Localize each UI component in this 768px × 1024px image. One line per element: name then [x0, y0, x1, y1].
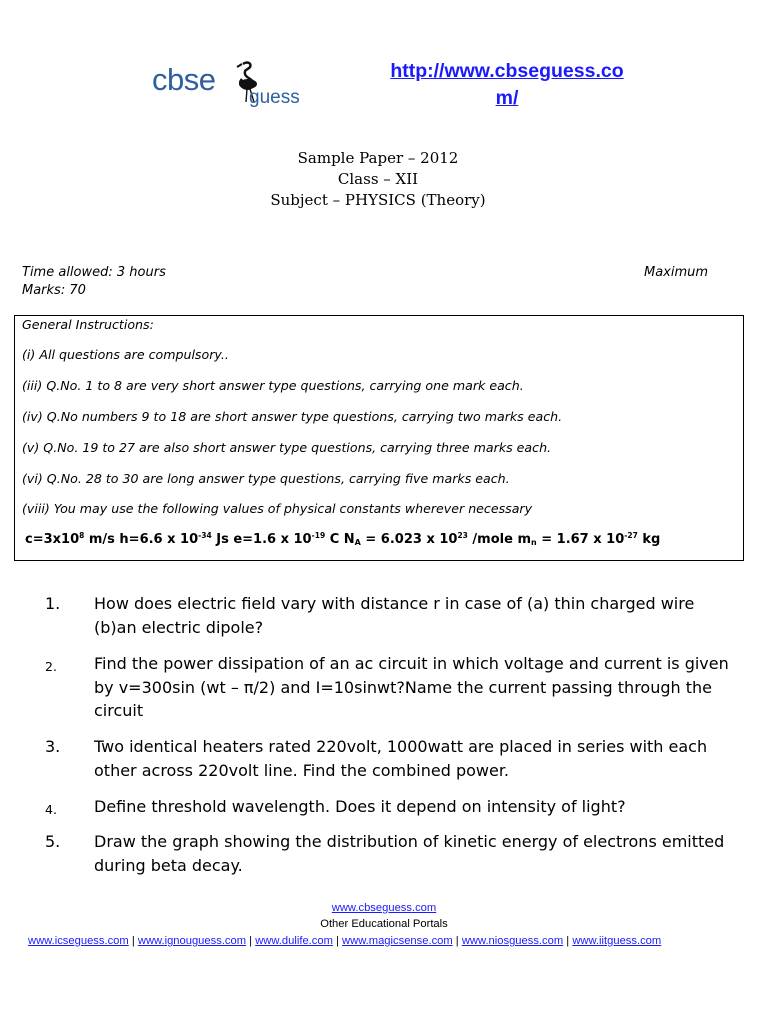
footer-link-niosguess[interactable]: www.niosguess.com	[461, 935, 564, 947]
question-number: 5.	[45, 832, 61, 851]
cbseguess-logo	[152, 62, 322, 114]
question-text: Two identical heaters rated 220volt, 1000watt are placed in series with each other across 220volt line. Find the combined power.	[94, 737, 708, 780]
max-marks: Marks: 70	[22, 283, 86, 298]
logo-text-guess: guess	[249, 87, 300, 108]
question-text: How does electric field vary with distance r in case of (a) thin charged wire (b)an electric dipole?	[94, 594, 695, 637]
time-allowed: Time allowed: 3 hours	[22, 265, 166, 280]
question-number: 2.	[45, 659, 57, 674]
instruction-item: (viii) You may use the following values of physical constants wherever necessary	[22, 501, 533, 516]
footer-link-icseguess[interactable]: www.icseguess.com	[28, 935, 129, 947]
footer-site-link[interactable]: www.cbseguess.com	[331, 902, 437, 914]
header-url-line-2: m/	[495, 87, 519, 109]
paper-title	[0, 148, 756, 211]
question-number: 4.	[45, 802, 57, 817]
instructions-heading: General Instructions:	[22, 317, 154, 332]
instruction-item: (vi) Q.No. 28 to 30 are long answer type questions, carrying five marks each.	[22, 471, 510, 486]
title-subject: Subject – PHYSICS (Theory)	[270, 191, 486, 209]
header-url-line-1: http://www.cbseguess.co	[390, 60, 624, 82]
question-text: Draw the graph showing the distribution of kinetic energy of electrons emitted during beta decay.	[94, 832, 725, 875]
maximum-label: Maximum	[644, 265, 709, 280]
question-text: Find the power dissipation of an ac circuit in which voltage and current is given by v=300sin (wt – π/2) and I=10sinwt?Name the current passing through the circuit	[94, 654, 729, 720]
instruction-item: (iv) Q.No numbers 9 to 18 are short answer type questions, carrying two marks each.	[22, 409, 563, 424]
instruction-item: (i) All questions are compulsory..	[22, 347, 229, 362]
logo-text-cbse: cbse	[152, 62, 216, 97]
header-site-link[interactable]	[362, 58, 652, 112]
title-class: Class – XII	[337, 170, 419, 188]
footer-link-iitguess[interactable]: www.iitguess.com	[572, 935, 662, 947]
footer-link-magicsense[interactable]: www.magicsense.com	[342, 935, 453, 947]
footer-portals-label: Other Educational Portals	[320, 918, 448, 930]
footer-portal-links: www.icseguess.com | www.ignouguess.com | www.dulife.com | www.magicsense.com | www.niosguess.com | www.iitguess.com	[28, 935, 662, 947]
title-sample-paper: Sample Paper – 2012	[297, 149, 459, 167]
question-number: 3.	[45, 737, 61, 756]
footer-link-dulife[interactable]: www.dulife.com	[255, 935, 333, 947]
question-text: Define threshold wavelength. Does it depend on intensity of light?	[94, 797, 626, 816]
footer-link-ignouguess[interactable]: www.ignouguess.com	[137, 935, 247, 947]
question-number: 1.	[45, 594, 61, 613]
footer-site	[0, 900, 768, 917]
instruction-item: (v) Q.No. 19 to 27 are also short answer type questions, carrying three marks each.	[22, 440, 552, 455]
physical-constants: $c=3x10^8$ m/s h=6.6 x $10^{-34}$ Js e=1.6 x $10^{-19}$ C $N_A = 6.023$ x $10^{23}$ /mole $m_n = 1.67$ x $10^{-27}$ kg	[25, 531, 661, 547]
general-instructions-box	[14, 315, 744, 561]
instruction-item: (iii) Q.No. 1 to 8 are very short answer type questions, carrying one mark each.	[22, 378, 524, 393]
